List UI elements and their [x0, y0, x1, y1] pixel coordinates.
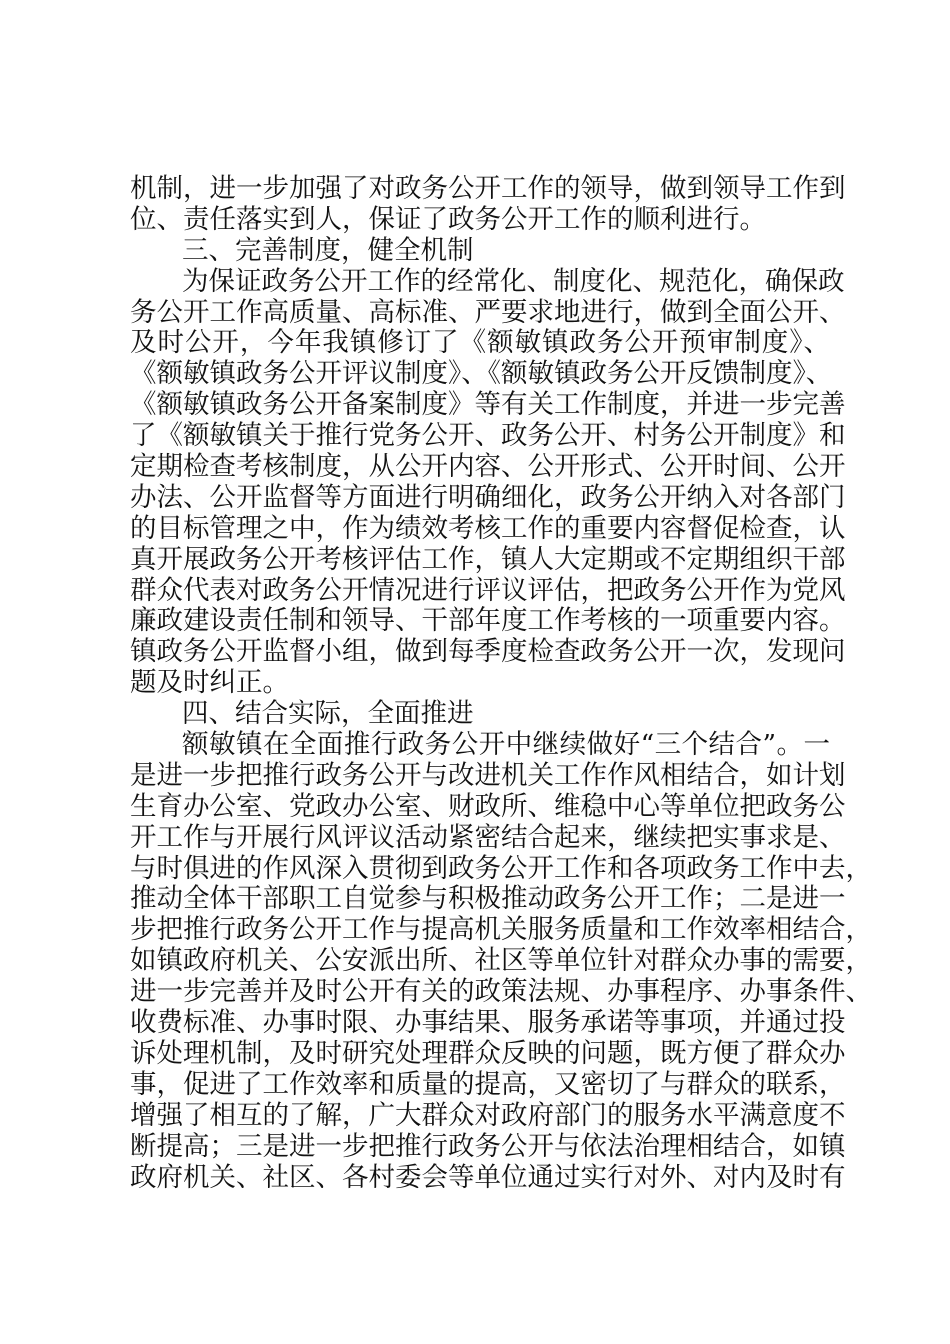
body-line: 进一步完善并及时公开有关的政策法规、办事程序、办事条件、 — [130, 976, 872, 1008]
body-line: 机制，进一步加强了对政务公开工作的领导，做到领导工作到 — [130, 173, 846, 204]
document-body — [130, 173, 872, 1193]
body-line: 群众代表对政务公开情况进行评议评估，把政务公开作为党风 — [130, 574, 846, 606]
body-line: 位、责任落实到人，保证了政务公开工作的顺利进行。 — [130, 203, 766, 235]
body-line: 推动全体干部职工自觉参与积极推动政务公开工作；二是进一 — [130, 883, 846, 915]
body-line: 《额敏镇政务公开备案制度》等有关工作制度，并进一步完善 — [130, 389, 846, 421]
body-line: 收费标准、办事时限、办事结果、服务承诺等事项，并通过投 — [130, 1007, 846, 1039]
body-line: 与时俱进的作风深入贯彻到政务公开工作和各项政务工作中去， — [130, 852, 872, 884]
body-line: 《额敏镇政务公开评议制度》、《额敏镇政务公开反馈制度》、 — [130, 358, 833, 390]
body-line: 事，促进了工作效率和质量的提高，又密切了与群众的联系， — [130, 1068, 846, 1100]
body-line: 额敏镇在全面推行政务公开中继续做好“三个结合”。一 — [182, 729, 830, 761]
body-line: 是进一步把推行政务公开与改进机关工作作风相结合，如计划 — [130, 759, 846, 791]
section-heading: 三、完善制度，健全机制 — [182, 234, 474, 266]
body-line: 诉处理机制，及时研究处理群众反映的问题，既方便了群众办 — [130, 1037, 846, 1069]
body-line: 为保证政务公开工作的经常化、制度化、规范化，确保政 — [182, 265, 845, 297]
body-line: 务公开工作高质量、高标准、严要求地进行，做到全面公开、 — [130, 296, 846, 328]
body-line: 开工作与开展行风评议活动紧密结合起来，继续把实事求是、 — [130, 821, 846, 853]
body-line: 办法、公开监督等方面进行明确细化，政务公开纳入对各部门 — [130, 481, 846, 513]
body-line: 政府机关、社区、各村委会等单位通过实行对外、对内及时有 — [130, 1161, 846, 1193]
body-line: 生育办公室、党政办公室、财政所、维稳中心等单位把政务公 — [130, 790, 846, 822]
body-line: 及时公开，今年我镇修订了《额敏镇政务公开预审制度》、 — [130, 327, 830, 359]
body-line: 镇政务公开监督小组，做到每季度检查政务公开一次，发现问 — [130, 636, 846, 668]
body-line: 真开展政务公开考核评估工作，镇人大定期或不定期组织干部 — [130, 543, 846, 575]
body-line: 了《额敏镇关于推行党务公开、政务公开、村务公开制度》和 — [130, 420, 846, 452]
body-line: 定期检查考核制度，从公开内容、公开形式、公开时间、公开 — [130, 451, 846, 483]
body-line: 如镇政府机关、公安派出所、社区等单位针对群众办事的需要， — [130, 945, 872, 977]
body-line: 题及时纠正。 — [130, 667, 289, 699]
body-line: 步把推行政务公开工作与提高机关服务质量和工作效率相结合， — [130, 914, 872, 946]
body-line: 的目标管理之中，作为绩效考核工作的重要内容督促检查，认 — [130, 512, 846, 544]
body-line: 增强了相互的了解，广大群众对政府部门的服务水平满意度不 — [130, 1099, 846, 1131]
section-heading: 四、结合实际，全面推进 — [182, 698, 474, 730]
body-line: 断提高；三是进一步把推行政务公开与依法治理相结合，如镇 — [130, 1130, 846, 1162]
body-line: 廉政建设责任制和领导、干部年度工作考核的一项重要内容。 — [130, 605, 846, 637]
